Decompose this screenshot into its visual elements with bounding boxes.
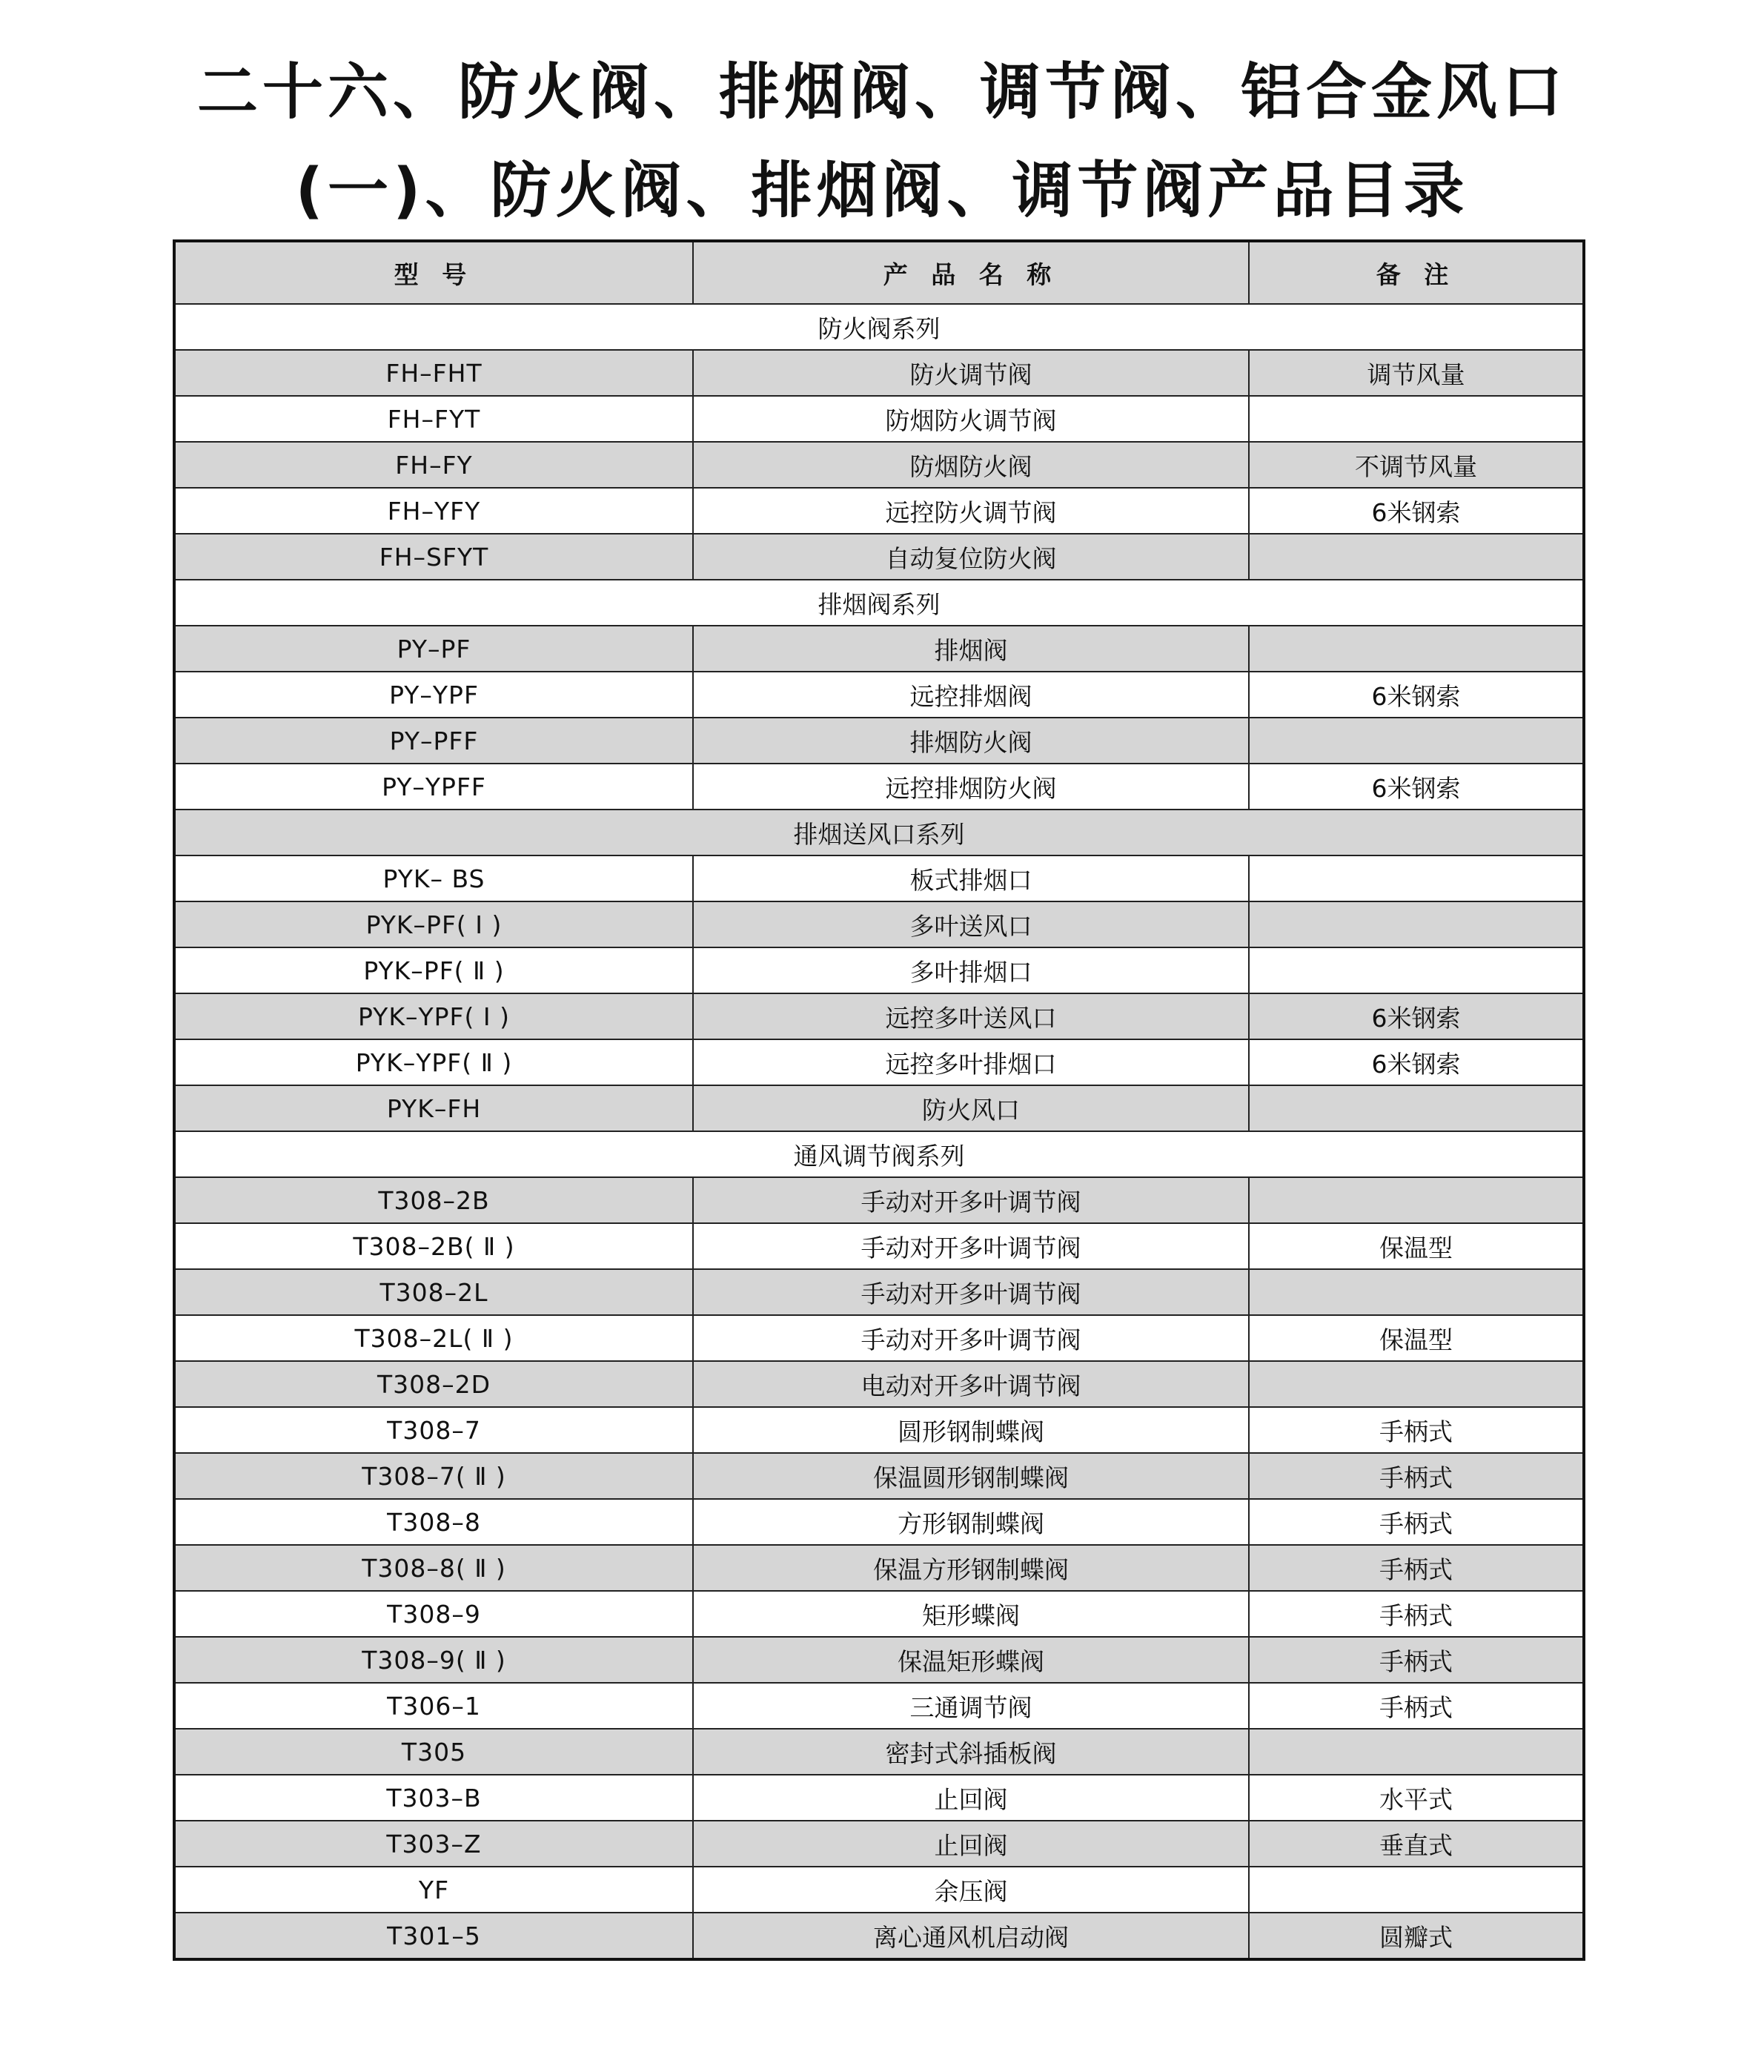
remarks-cell: 6米钢索 xyxy=(1249,1039,1584,1085)
table-row xyxy=(174,1821,1584,1867)
model-cell: T308–8( Ⅱ ) xyxy=(174,1545,693,1591)
product-name-cell: 板式排烟口 xyxy=(693,855,1249,901)
product-name-cell: 止回阀 xyxy=(693,1775,1249,1821)
table-header-row xyxy=(174,241,1584,304)
table-row xyxy=(174,1223,1584,1269)
model-cell: T303–Z xyxy=(174,1821,693,1867)
product-name-cell: 密封式斜插板阀 xyxy=(693,1729,1249,1775)
table-row xyxy=(174,1453,1584,1499)
table-row xyxy=(174,350,1584,396)
model-cell: T308–8 xyxy=(174,1499,693,1545)
table-row xyxy=(174,1315,1584,1361)
product-name-cell: 手动对开多叶调节阀 xyxy=(693,1269,1249,1315)
product-name-cell: 防烟防火阀 xyxy=(693,442,1249,488)
remarks-cell xyxy=(1249,947,1584,993)
table-row xyxy=(174,1775,1584,1821)
model-cell: PYK– BS xyxy=(174,855,693,901)
product-name-cell: 电动对开多叶调节阀 xyxy=(693,1361,1249,1407)
table-row xyxy=(174,1499,1584,1545)
product-name-cell: 余压阀 xyxy=(693,1867,1249,1913)
model-cell: PY–YPFF xyxy=(174,764,693,810)
remarks-cell xyxy=(1249,1085,1584,1131)
model-cell: FH–YFY xyxy=(174,488,693,534)
remarks-cell xyxy=(1249,901,1584,947)
product-name-cell: 三通调节阀 xyxy=(693,1683,1249,1729)
model-cell: YF xyxy=(174,1867,693,1913)
header-remarks: 备 注 xyxy=(1249,241,1584,304)
remarks-cell xyxy=(1249,534,1584,580)
model-cell: FH–FY xyxy=(174,442,693,488)
remarks-cell xyxy=(1249,718,1584,764)
table-row xyxy=(174,534,1584,580)
table-row xyxy=(174,1085,1584,1131)
model-cell: T308–2L( Ⅱ ) xyxy=(174,1315,693,1361)
model-cell: T308–2L xyxy=(174,1269,693,1315)
product-name-cell: 止回阀 xyxy=(693,1821,1249,1867)
remarks-cell xyxy=(1249,1177,1584,1223)
product-name-cell: 手动对开多叶调节阀 xyxy=(693,1315,1249,1361)
product-name-cell: 多叶送风口 xyxy=(693,901,1249,947)
product-name-cell: 保温圆形钢制蝶阀 xyxy=(693,1453,1249,1499)
product-name-cell: 保温矩形蝶阀 xyxy=(693,1637,1249,1683)
series-heading-row xyxy=(174,1131,1584,1177)
remarks-cell: 6米钢索 xyxy=(1249,488,1584,534)
remarks-cell: 6米钢索 xyxy=(1249,993,1584,1039)
table-row xyxy=(174,718,1584,764)
model-cell: FH–SFYT xyxy=(174,534,693,580)
model-cell: T308–9( Ⅱ ) xyxy=(174,1637,693,1683)
model-cell: T305 xyxy=(174,1729,693,1775)
remarks-cell: 手柄式 xyxy=(1249,1591,1584,1637)
page-title: 二十六、防火阀、排烟阀、调节阀、铝合金风口 xyxy=(196,57,1567,128)
series-heading-row xyxy=(174,304,1584,350)
header-product-name: 产 品 名 称 xyxy=(693,241,1249,304)
product-name-cell: 手动对开多叶调节阀 xyxy=(693,1177,1249,1223)
remarks-cell: 6米钢索 xyxy=(1249,672,1584,718)
header-model: 型 号 xyxy=(174,241,693,304)
remarks-cell: 不调节风量 xyxy=(1249,442,1584,488)
table-row xyxy=(174,1729,1584,1775)
remarks-cell: 圆瓣式 xyxy=(1249,1913,1584,1959)
table-row xyxy=(174,855,1584,901)
table-row xyxy=(174,993,1584,1039)
table-row xyxy=(174,1545,1584,1591)
model-cell: PYK–YPF( Ⅱ ) xyxy=(174,1039,693,1085)
model-cell: T308–9 xyxy=(174,1591,693,1637)
table-body xyxy=(174,304,1584,1959)
product-name-cell: 多叶排烟口 xyxy=(693,947,1249,993)
table-row xyxy=(174,1177,1584,1223)
product-name-cell: 圆形钢制蝶阀 xyxy=(693,1407,1249,1453)
remarks-cell xyxy=(1249,1729,1584,1775)
table-row xyxy=(174,764,1584,810)
remarks-cell: 手柄式 xyxy=(1249,1545,1584,1591)
remarks-cell: 手柄式 xyxy=(1249,1637,1584,1683)
remarks-cell: 手柄式 xyxy=(1249,1407,1584,1453)
table-row xyxy=(174,901,1584,947)
series-heading-row xyxy=(174,810,1584,855)
product-name-cell: 防火风口 xyxy=(693,1085,1249,1131)
remarks-cell: 保温型 xyxy=(1249,1223,1584,1269)
remarks-cell xyxy=(1249,1867,1584,1913)
product-name-cell: 远控多叶送风口 xyxy=(693,993,1249,1039)
remarks-cell: 水平式 xyxy=(1249,1775,1584,1821)
model-cell: T308–7( Ⅱ ) xyxy=(174,1453,693,1499)
table-row xyxy=(174,1867,1584,1913)
remarks-cell xyxy=(1249,626,1584,672)
model-cell: T308–2B xyxy=(174,1177,693,1223)
remarks-cell xyxy=(1249,396,1584,442)
series-label: 排烟阀系列 xyxy=(174,580,1584,626)
product-name-cell: 防火调节阀 xyxy=(693,350,1249,396)
series-label: 防火阀系列 xyxy=(174,304,1584,350)
model-cell: T303–B xyxy=(174,1775,693,1821)
table-row xyxy=(174,1407,1584,1453)
product-name-cell: 防烟防火调节阀 xyxy=(693,396,1249,442)
remarks-cell: 垂直式 xyxy=(1249,1821,1584,1867)
remarks-cell xyxy=(1249,1361,1584,1407)
table-row xyxy=(174,626,1584,672)
table-row xyxy=(174,1591,1584,1637)
remarks-cell: 手柄式 xyxy=(1249,1453,1584,1499)
product-name-cell: 远控多叶排烟口 xyxy=(693,1039,1249,1085)
model-cell: PYK–FH xyxy=(174,1085,693,1131)
product-name-cell: 矩形蝶阀 xyxy=(693,1591,1249,1637)
series-label: 通风调节阀系列 xyxy=(174,1131,1584,1177)
table-row xyxy=(174,442,1584,488)
remarks-cell xyxy=(1249,855,1584,901)
model-cell: PYK–PF( Ⅰ ) xyxy=(174,901,693,947)
table-row xyxy=(174,947,1584,993)
model-cell: FH–FHT xyxy=(174,350,693,396)
product-name-cell: 远控排烟防火阀 xyxy=(693,764,1249,810)
product-name-cell: 手动对开多叶调节阀 xyxy=(693,1223,1249,1269)
model-cell: PYK–PF( Ⅱ ) xyxy=(174,947,693,993)
product-name-cell: 离心通风机启动阀 xyxy=(693,1913,1249,1959)
remarks-cell: 手柄式 xyxy=(1249,1499,1584,1545)
table-row xyxy=(174,1683,1584,1729)
table-row xyxy=(174,1913,1584,1959)
product-name-cell: 远控排烟阀 xyxy=(693,672,1249,718)
model-cell: T308–7 xyxy=(174,1407,693,1453)
model-cell: PY–PFF xyxy=(174,718,693,764)
model-cell: PY–PF xyxy=(174,626,693,672)
table-row xyxy=(174,672,1584,718)
model-cell: T306–1 xyxy=(174,1683,693,1729)
remarks-cell: 保温型 xyxy=(1249,1315,1584,1361)
model-cell: T308–2D xyxy=(174,1361,693,1407)
product-name-cell: 自动复位防火阀 xyxy=(693,534,1249,580)
product-name-cell: 方形钢制蝶阀 xyxy=(693,1499,1249,1545)
model-cell: T308–2B( Ⅱ ) xyxy=(174,1223,693,1269)
product-name-cell: 保温方形钢制蝶阀 xyxy=(693,1545,1249,1591)
page-subtitle: (一)、防火阀、排烟阀、调节阀产品目录 xyxy=(295,156,1469,226)
series-heading-row xyxy=(174,580,1584,626)
product-name-cell: 排烟阀 xyxy=(693,626,1249,672)
series-label: 排烟送风口系列 xyxy=(174,810,1584,855)
remarks-cell: 6米钢索 xyxy=(1249,764,1584,810)
table-row xyxy=(174,396,1584,442)
table-row xyxy=(174,1637,1584,1683)
table-row xyxy=(174,1039,1584,1085)
model-cell: PY–YPF xyxy=(174,672,693,718)
model-cell: FH–FYT xyxy=(174,396,693,442)
table-row xyxy=(174,488,1584,534)
table-row xyxy=(174,1361,1584,1407)
product-catalog-table xyxy=(173,239,1585,1961)
product-name-cell: 排烟防火阀 xyxy=(693,718,1249,764)
model-cell: T301–5 xyxy=(174,1913,693,1959)
table-row xyxy=(174,1269,1584,1315)
model-cell: PYK–YPF( Ⅰ ) xyxy=(174,993,693,1039)
product-name-cell: 远控防火调节阀 xyxy=(693,488,1249,534)
remarks-cell xyxy=(1249,1269,1584,1315)
remarks-cell: 调节风量 xyxy=(1249,350,1584,396)
remarks-cell: 手柄式 xyxy=(1249,1683,1584,1729)
